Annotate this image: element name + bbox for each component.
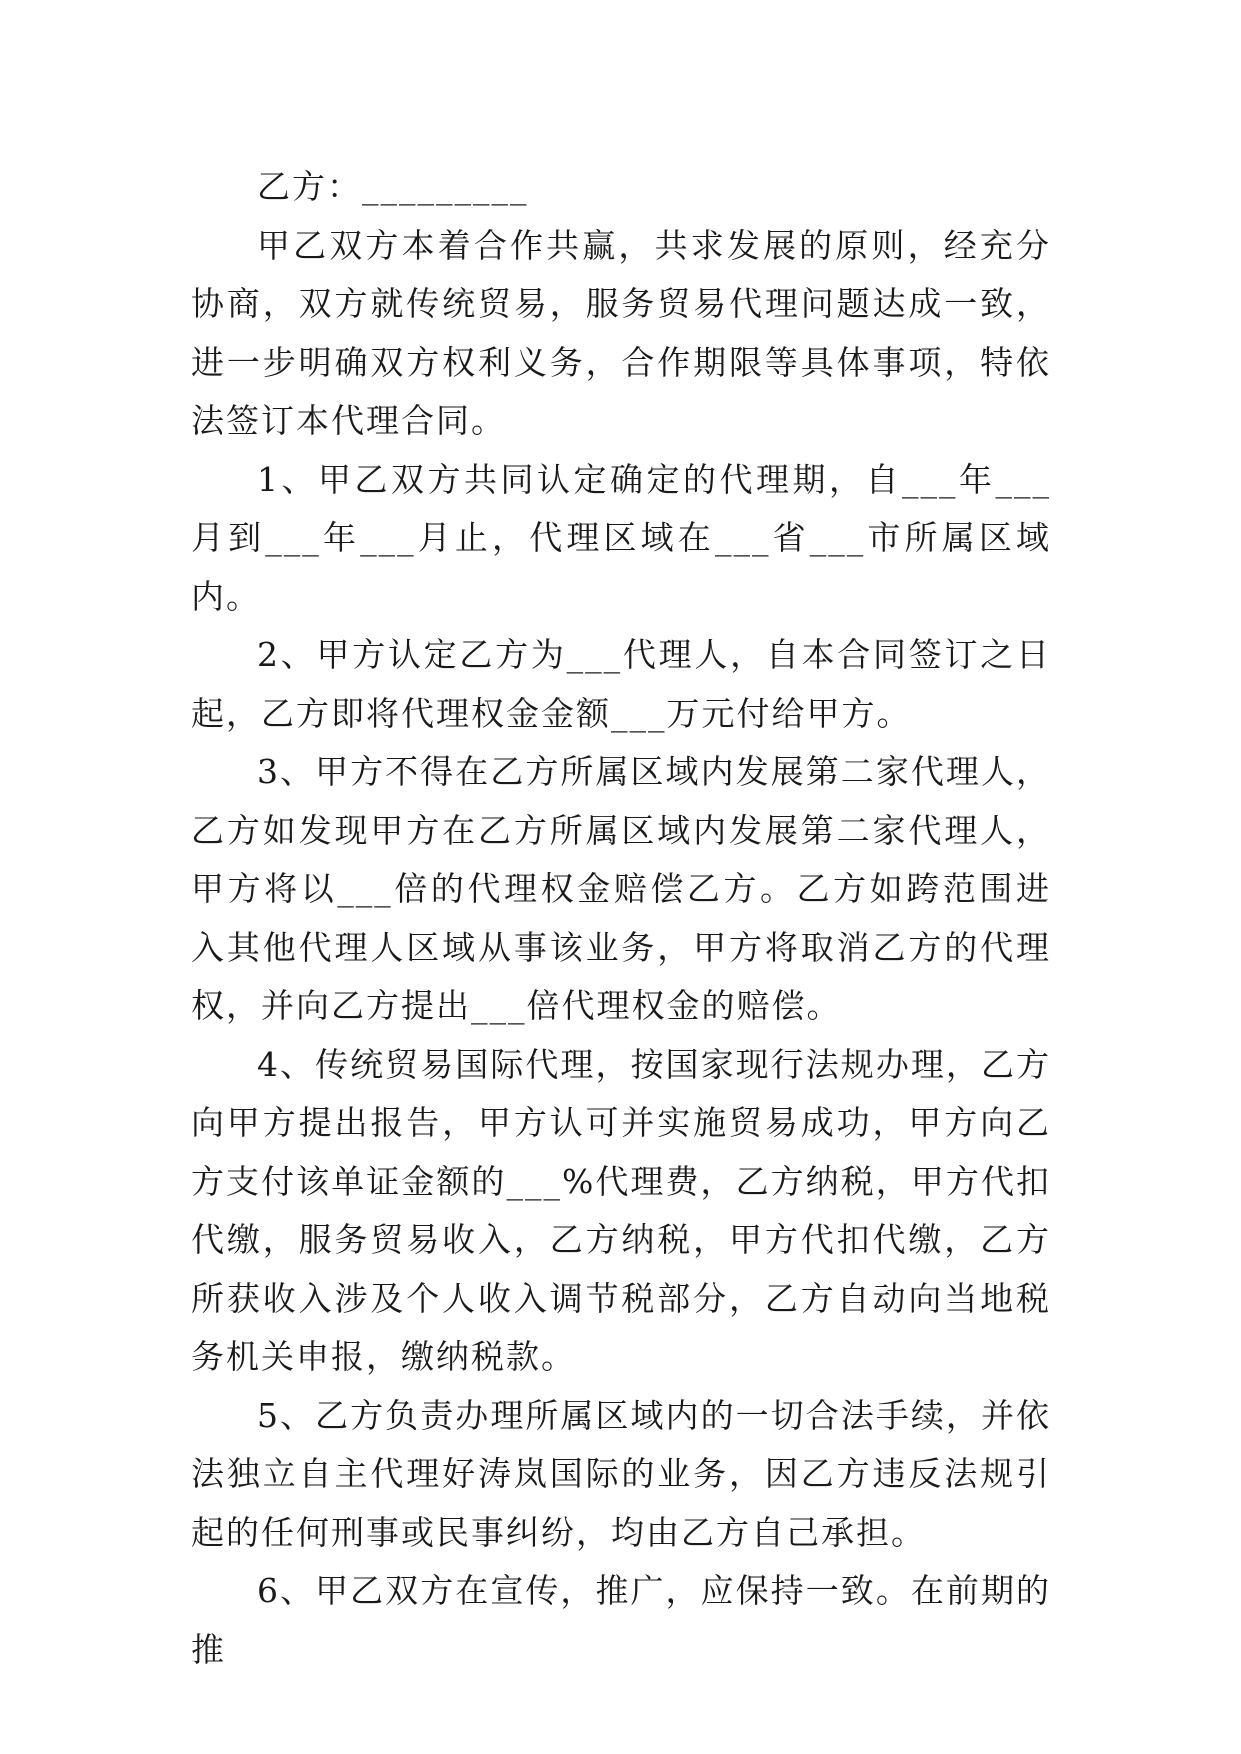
document-body [191, 158, 1051, 1679]
clause-6: 6、甲乙双方在宣传，推广，应保持一致。在前期的推 [191, 1571, 1051, 1669]
preamble-paragraph: 甲乙双方本着合作共赢，共求发展的原则，经充分协商，双方就传统贸易，服务贸易代理问题达成一致，进一步明确双方权利义务，合作期限等具体事项，特依法签订本代理合同。 [191, 225, 1051, 440]
clause-3: 3、甲方不得在乙方所属区域内发展第二家代理人，乙方如发现甲方在乙方所属区域内发展第二家代理人，甲方将以___倍的代理权金赔偿乙方。乙方如跨范围进入其他代理人区域从事该业务，甲方将取消乙方的代理权，并向乙方提出___倍代理权金的赔偿。 [191, 752, 1051, 1025]
clause-2: 2、甲方认定乙方为___代理人，自本合同签订之日起，乙方即将代理权金金额___万元付给甲方。 [191, 635, 1051, 733]
clause-1: 1、甲乙双方共同认定确定的代理期，自___年___月到___年___月止，代理区域在___省___市所属区域内。 [191, 459, 1051, 616]
clause-4: 4、传统贸易国际代理，按国家现行法规办理，乙方向甲方提出报告，甲方认可并实施贸易成功，甲方向乙方支付该单证金额的___%代理费，乙方纳税，甲方代扣代缴，服务贸易收入，乙方纳税，甲方代扣代缴，乙方所获收入涉及个人收入调节税部分，乙方自动向当地税务机关申报，缴纳税款。 [191, 1044, 1051, 1376]
party-b-line: 乙方：_________ [257, 167, 529, 206]
clause-5: 5、乙方负责办理所属区域内的一切合法手续，并依法独立自主代理好涛岚国际的业务，因乙方违反法规引起的任何刑事或民事纠纷，均由乙方自己承担。 [191, 1395, 1051, 1552]
